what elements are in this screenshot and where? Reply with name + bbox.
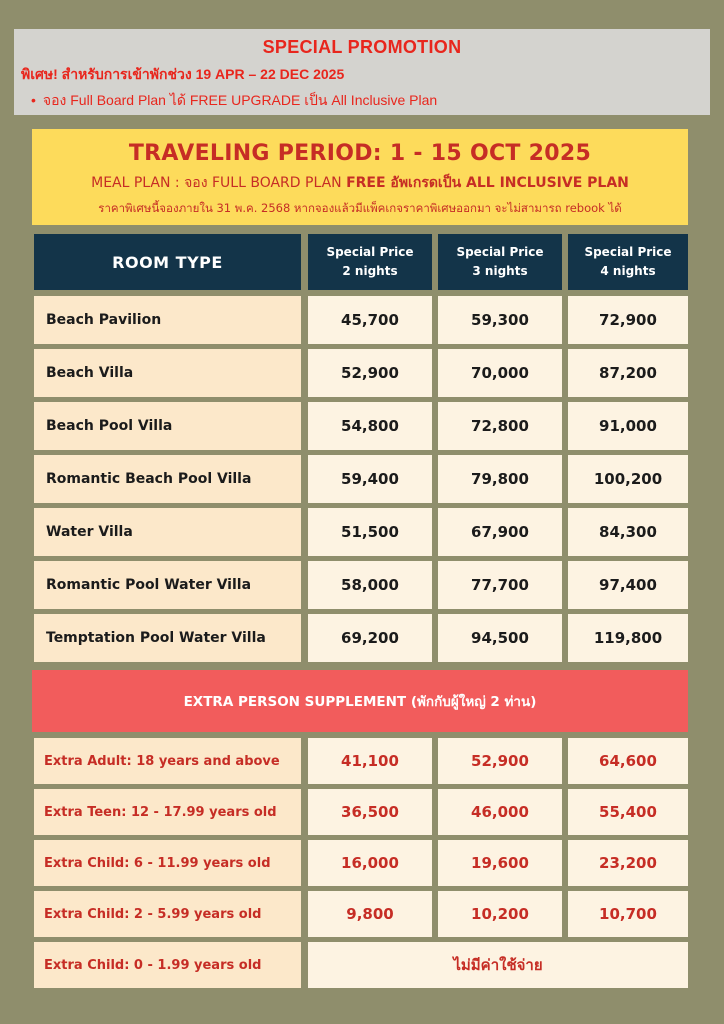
price-header-label: Special Price [326, 245, 414, 259]
supplement-price-cell: 46,000 [438, 789, 562, 835]
price-cell: 72,800 [438, 402, 562, 450]
price-header-label: Special Price [456, 245, 544, 259]
special-promotion-box [14, 29, 710, 115]
supplement-price-cell: 36,500 [308, 789, 432, 835]
price-header-2-nights [308, 234, 432, 290]
traveling-period-banner [32, 129, 688, 225]
price-cell: 69,200 [308, 614, 432, 662]
room-name: Beach Villa [34, 349, 301, 397]
price-cell: 51,500 [308, 508, 432, 556]
supplement-price-cell: 23,200 [568, 840, 688, 886]
room-name: Temptation Pool Water Villa [34, 614, 301, 662]
price-cell: 94,500 [438, 614, 562, 662]
free-of-charge-cell: ไม่มีค่าใช้จ่าย [308, 942, 688, 988]
price-header-nights: 4 nights [600, 264, 656, 278]
price-cell: 72,900 [568, 296, 688, 344]
price-cell: 59,300 [438, 296, 562, 344]
price-cell: 70,000 [438, 349, 562, 397]
promotion-title: SPECIAL PROMOTION [262, 37, 462, 57]
price-cell: 119,800 [568, 614, 688, 662]
promotion-subtitle: พิเศษ! สำหรับการเข้าพักช่วง 19 APR – 22 DEC 2025 [21, 66, 345, 82]
booking-note: ราคาพิเศษนี้จองภายใน 31 พ.ค. 2568 หากจองแล้วมีแพ็คเกจราคาพิเศษออกมา จะไม่สามารถ rebook ได้ [98, 201, 622, 215]
room-name: Water Villa [34, 508, 301, 556]
extra-person-label: Extra Child: 2 - 5.99 years old [34, 891, 301, 937]
price-cell: 77,700 [438, 561, 562, 609]
price-header-4-nights [568, 234, 688, 290]
room-name: Romantic Beach Pool Villa [34, 455, 301, 503]
room-name: Romantic Pool Water Villa [34, 561, 301, 609]
extra-person-label: Extra Teen: 12 - 17.99 years old [34, 789, 301, 835]
supplement-price-cell: 16,000 [308, 840, 432, 886]
price-cell: 87,200 [568, 349, 688, 397]
promotion-bullet [31, 90, 437, 112]
price-header-nights: 2 nights [342, 264, 398, 278]
extra-person-label: Extra Adult: 18 years and above [34, 738, 301, 784]
price-cell: 54,800 [308, 402, 432, 450]
room-type-header: ROOM TYPE [34, 234, 301, 290]
price-cell: 79,800 [438, 455, 562, 503]
meal-plan-prefix: MEAL PLAN : จอง FULL BOARD PLAN [91, 175, 347, 191]
price-header-label: Special Price [584, 245, 672, 259]
price-cell: 84,300 [568, 508, 688, 556]
price-header-nights: 3 nights [472, 264, 528, 278]
price-cell: 45,700 [308, 296, 432, 344]
supplement-price-cell: 41,100 [308, 738, 432, 784]
supplement-price-cell: 9,800 [308, 891, 432, 937]
promotion-bullet-text: จอง Full Board Plan ได้ FREE UPGRADE เป็น All Inclusive Plan [42, 92, 438, 108]
extra-person-supplement-header: EXTRA PERSON SUPPLEMENT (พักกับผู้ใหญ่ 2 ท่าน) [32, 670, 688, 732]
price-cell: 100,200 [568, 455, 688, 503]
price-cell: 58,000 [308, 561, 432, 609]
supplement-price-cell: 64,600 [568, 738, 688, 784]
supplement-price-cell: 10,700 [568, 891, 688, 937]
extra-person-label: Extra Child: 6 - 11.99 years old [34, 840, 301, 886]
price-cell: 67,900 [438, 508, 562, 556]
supplement-price-cell: 52,900 [438, 738, 562, 784]
price-cell: 52,900 [308, 349, 432, 397]
price-cell: 91,000 [568, 402, 688, 450]
price-cell: 97,400 [568, 561, 688, 609]
supplement-price-cell: 19,600 [438, 840, 562, 886]
price-cell: 59,400 [308, 455, 432, 503]
extra-person-label: Extra Child: 0 - 1.99 years old [34, 942, 301, 988]
supplement-price-cell: 10,200 [438, 891, 562, 937]
room-name: Beach Pavilion [34, 296, 301, 344]
bullet-icon: • [31, 92, 36, 108]
meal-plan-upgrade: FREE อัพเกรดเป็น ALL INCLUSIVE PLAN [346, 175, 629, 191]
period-title: TRAVELING PERIOD: 1 - 15 OCT 2025 [128, 141, 592, 166]
meal-plan-line [32, 172, 688, 194]
price-header-3-nights [438, 234, 562, 290]
supplement-price-cell: 55,400 [568, 789, 688, 835]
room-name: Beach Pool Villa [34, 402, 301, 450]
